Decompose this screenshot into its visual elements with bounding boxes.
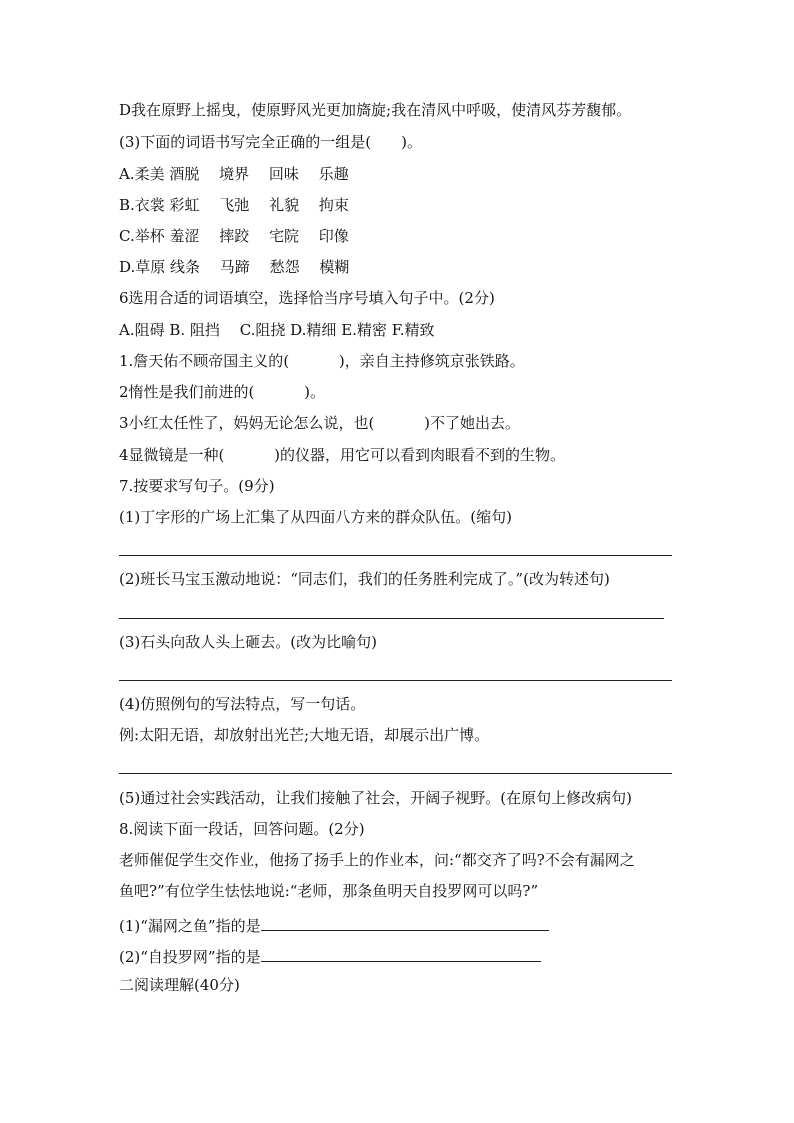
section-2-heading: 二阅读理解(40分): [119, 976, 240, 994]
option-d: D.草原 线条 马蹄 愁怨 模糊: [119, 258, 350, 276]
question-7-part-2: (2)班长马宝玉激动地说：“同志们，我们的任务胜利完成了。”(改为转述句): [119, 570, 610, 588]
question-7-part-4: (4)仿照例句的写法特点，写一句话。: [119, 695, 366, 713]
question-6-sentence-2: 2惰性是我们前进的( )。: [119, 383, 326, 401]
question-6-sentence-4: 4显微镜是一种( )的仪器，用它可以看到肉眼看不到的生物。: [119, 446, 566, 464]
option-a: A.柔美 酒脱 境界 回味 乐趣: [119, 165, 349, 183]
answer-line-3[interactable]: [119, 680, 672, 681]
question-7-part-1: (1)丁字形的广场上汇集了从四面八方来的群众队伍。(缩句): [119, 508, 512, 526]
question-8-answer-2: [119, 944, 541, 967]
question-6-options: A.阻碍 B. 阻挡 C.阻挠 D.精细 E.精密 F.精致: [119, 321, 435, 339]
answer-2-label: (2)“自投罗网”指的是: [119, 948, 261, 966]
question-6-sentence-1: 1.詹天佑不顾帝国主义的( )，亲自主持修筑京张铁路。: [119, 352, 525, 370]
question-6-title: 6选用合适的词语填空，选择恰当序号填入句子中。(2分): [119, 289, 495, 307]
question-3-prompt: (3)下面的词语书写完全正确的一组是( )。: [119, 133, 422, 151]
answer-2-blank[interactable]: [261, 944, 541, 962]
answer-1-label: (1)“漏网之鱼”指的是: [119, 917, 261, 935]
question-7-title: 7.按要求写句子。(9分): [119, 477, 275, 495]
question-8-passage-line-2: 鱼吧?”有位学生怯怯地说:“老师，那条鱼明天自投罗网可以吗?”: [119, 882, 539, 900]
answer-line-1[interactable]: [119, 555, 672, 556]
option-c: C.举杯 羞涩 摔跤 宅院 印像: [119, 227, 349, 245]
answer-1-blank[interactable]: [261, 913, 549, 931]
question-7-part-5: (5)通过社会实践活动，让我们接触了社会，开阔子视野。(在原句上修改病句): [119, 789, 632, 807]
question-6-sentence-3: 3小红太任性了，妈妈无论怎么说，也( )不了她出去。: [119, 414, 521, 432]
question-8-answer-1: [119, 913, 549, 936]
option-b: B.衣裳 彩虹 飞弛 礼貌 拘束: [119, 196, 349, 214]
question-7-part-3: (3)石头向敌人头上砸去。(改为比喻句): [119, 633, 377, 651]
question-7-example: 例:太阳无语，却放射出光芒;大地无语，却展示出广博。: [119, 726, 490, 744]
question-8-title: 8.阅读下面一段话，回答问题。(2分): [119, 820, 365, 838]
answer-line-2[interactable]: [119, 618, 664, 619]
question-8-passage-line-1: 老师催促学生交作业，他扬了扬手上的作业本，问:“都交齐了吗?不会有漏网之: [119, 851, 635, 869]
answer-line-4[interactable]: [119, 773, 672, 774]
option-d-sentence: D我在原野上摇曳，使原野风光更加旖旋;我在清风中呼吸，使清风芬芳馥郁。: [119, 101, 632, 119]
